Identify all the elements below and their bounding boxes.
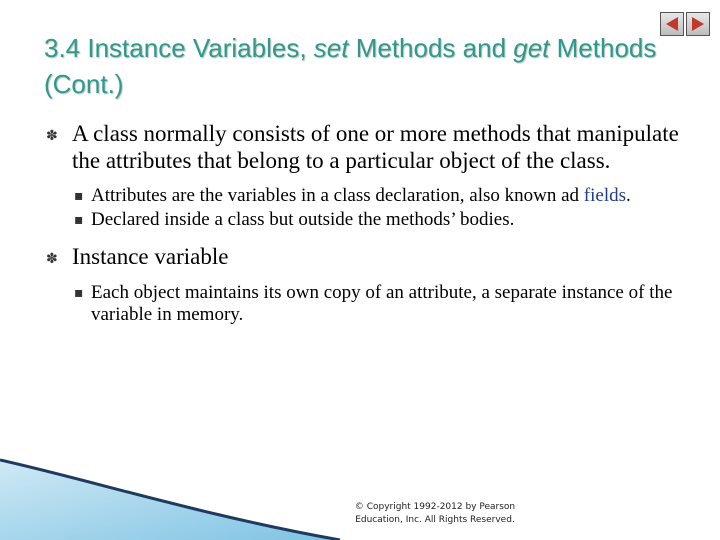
sub-bullet-declared: ▪ Declared inside a class but outside the methods’ bodies. (74, 209, 515, 230)
sub-bullet-attributes: ▪ Attributes are the variables in a class declaration, also known ad fields. (74, 185, 631, 206)
copyright-notice: © Copyright 1992-2012 by Pearson Education, Inc. All Rights Reserved. (354, 502, 516, 525)
next-slide-button[interactable] (686, 12, 710, 36)
triangle-right-icon (689, 15, 707, 33)
decorative-swoosh (0, 440, 360, 540)
sub-bullet-copy: ▪ Each object maintains its own copy of an attribute, a separate instance of the variable in memory. (74, 282, 673, 325)
keyword-fields: fields (583, 185, 626, 206)
bullet-icon: ✽ (46, 251, 58, 267)
slide-title: 3.4 Instance Variables, set Methods and get Methods (Cont.) (44, 33, 657, 99)
bullet-instance-variable: ✽ Instance variable (44, 243, 684, 270)
bullet-icon: ✽ (46, 128, 58, 144)
square-bullet-icon: ▪ (74, 188, 84, 204)
bullet-class-methods: ✽ A class normally consists of one or more methods that manipulate the attributes that belong to a particular object of the class. (46, 121, 679, 173)
slide-body (44, 120, 684, 326)
square-bullet-icon: ▪ (74, 212, 84, 228)
square-bullet-icon: ▪ (74, 285, 84, 301)
